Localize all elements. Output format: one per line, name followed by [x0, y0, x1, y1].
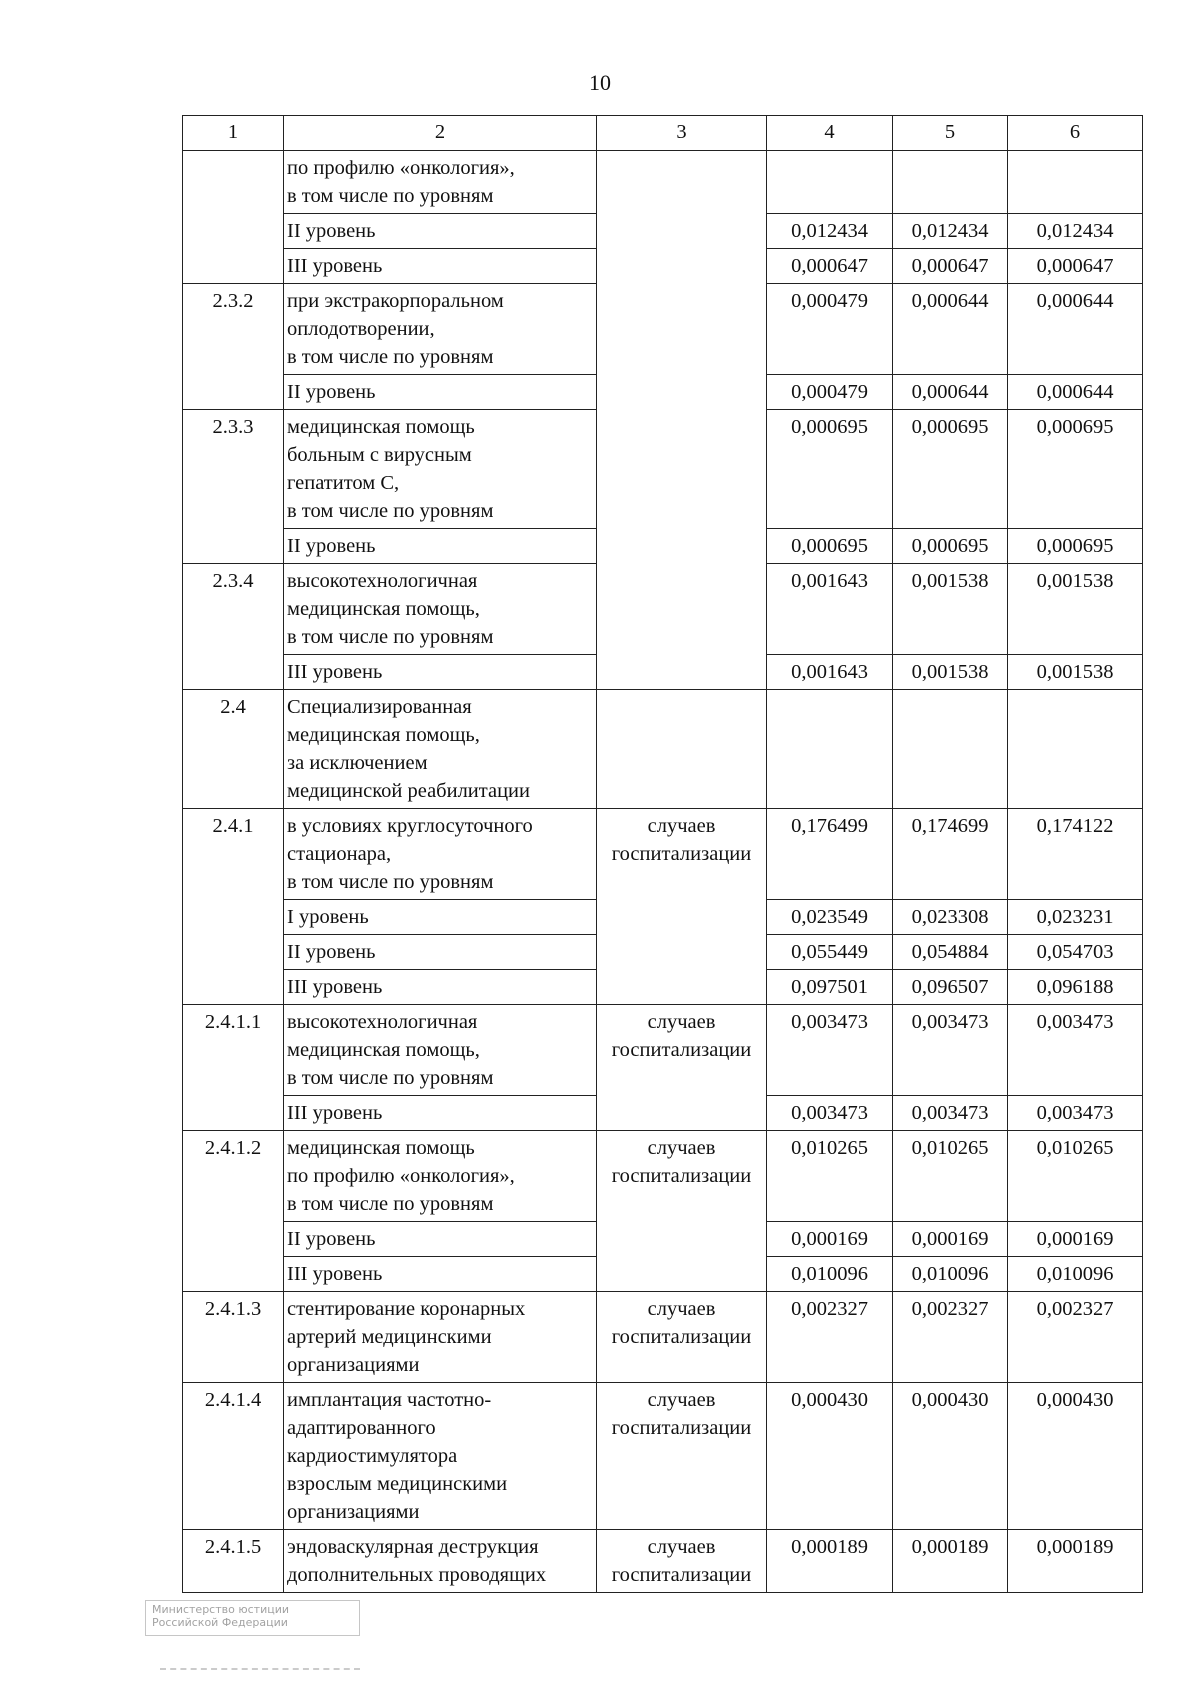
value-col-6: 0,010265 — [1008, 1131, 1143, 1222]
value-col-4: 0,176499 — [767, 809, 893, 900]
row-name: II уровень — [284, 935, 597, 970]
value-col-4: 0,003473 — [767, 1005, 893, 1096]
value-col-5: 0,174699 — [893, 809, 1008, 900]
unit-cell: случаев госпитализации — [597, 1530, 767, 1593]
header-col-5: 5 — [893, 116, 1008, 151]
unit-cell — [597, 151, 767, 690]
value-col-5: 0,003473 — [893, 1005, 1008, 1096]
value-col-5: 0,000647 — [893, 249, 1008, 284]
value-col-6: 0,000695 — [1008, 529, 1143, 564]
value-col-6: 0,000169 — [1008, 1222, 1143, 1257]
row-name: имплантация частотно- адаптированного кардиостимулятора взрослым медицинскими организациями — [284, 1383, 597, 1530]
value-col-5: 0,001538 — [893, 564, 1008, 655]
page-number: 10 — [589, 70, 611, 95]
row-number: 2.4.1 — [183, 809, 284, 1005]
table-row — [183, 151, 1143, 214]
row-number: 2.4 — [183, 690, 284, 809]
value-col-4: 0,010265 — [767, 1131, 893, 1222]
unit-cell: случаев госпитализации — [597, 1383, 767, 1530]
header-col-2: 2 — [284, 116, 597, 151]
value-col-6: 0,000695 — [1008, 410, 1143, 529]
row-name: медицинская помощь больным с вирусным гепатитом С, в том числе по уровням — [284, 410, 597, 529]
value-col-5: 0,003473 — [893, 1096, 1008, 1131]
header-row — [183, 116, 1143, 151]
value-col-5: 0,000169 — [893, 1222, 1008, 1257]
value-col-4: 0,000169 — [767, 1222, 893, 1257]
unit-cell: случаев госпитализации — [597, 1131, 767, 1292]
header-col-6: 6 — [1008, 116, 1143, 151]
value-col-6: 0,003473 — [1008, 1005, 1143, 1096]
value-col-4: 0,097501 — [767, 970, 893, 1005]
value-col-5: 0,012434 — [893, 214, 1008, 249]
row-name: III уровень — [284, 249, 597, 284]
row-name: в условиях круглосуточного стационара, в том числе по уровням — [284, 809, 597, 900]
value-col-4: 0,000189 — [767, 1530, 893, 1593]
value-col-5: 0,001538 — [893, 655, 1008, 690]
table-row — [183, 1383, 1143, 1530]
value-col-6 — [1008, 151, 1143, 214]
value-col-4: 0,002327 — [767, 1292, 893, 1383]
value-col-6: 0,003473 — [1008, 1096, 1143, 1131]
value-col-4: 0,000695 — [767, 410, 893, 529]
value-col-6: 0,054703 — [1008, 935, 1143, 970]
row-name: I уровень — [284, 900, 597, 935]
row-number — [183, 151, 284, 284]
value-col-6: 0,096188 — [1008, 970, 1143, 1005]
row-number: 2.3.2 — [183, 284, 284, 410]
row-number: 2.4.1.1 — [183, 1005, 284, 1131]
row-number: 2.4.1.3 — [183, 1292, 284, 1383]
value-col-5: 0,010265 — [893, 1131, 1008, 1222]
row-name: высокотехнологичная медицинская помощь, в том числе по уровням — [284, 1005, 597, 1096]
row-name: III уровень — [284, 1096, 597, 1131]
value-col-5: 0,096507 — [893, 970, 1008, 1005]
value-col-5: 0,000189 — [893, 1530, 1008, 1593]
row-name: по профилю «онкология», в том числе по уровням — [284, 151, 597, 214]
header-col-4: 4 — [767, 116, 893, 151]
table-row — [183, 1530, 1143, 1593]
row-name: медицинская помощь по профилю «онкология», в том числе по уровням — [284, 1131, 597, 1222]
table-row — [183, 1005, 1143, 1096]
value-col-6: 0,000644 — [1008, 375, 1143, 410]
value-col-6: 0,001538 — [1008, 564, 1143, 655]
row-name: эндоваскулярная деструкция дополнительных проводящих — [284, 1530, 597, 1593]
value-col-5: 0,000430 — [893, 1383, 1008, 1530]
row-number: 2.4.1.4 — [183, 1383, 284, 1530]
value-col-5: 0,023308 — [893, 900, 1008, 935]
value-col-4: 0,000695 — [767, 529, 893, 564]
value-col-6: 0,001538 — [1008, 655, 1143, 690]
unit-cell: случаев госпитализации — [597, 1292, 767, 1383]
value-col-4: 0,000430 — [767, 1383, 893, 1530]
header-col-1: 1 — [183, 116, 284, 151]
value-col-6: 0,023231 — [1008, 900, 1143, 935]
value-col-6: 0,000430 — [1008, 1383, 1143, 1530]
row-number: 2.3.3 — [183, 410, 284, 564]
value-col-4: 0,010096 — [767, 1257, 893, 1292]
value-col-5: 0,000644 — [893, 284, 1008, 375]
value-col-5: 0,002327 — [893, 1292, 1008, 1383]
row-name: III уровень — [284, 655, 597, 690]
value-col-4 — [767, 690, 893, 809]
table-row — [183, 690, 1143, 809]
row-number: 2.3.4 — [183, 564, 284, 690]
row-number: 2.4.1.2 — [183, 1131, 284, 1292]
row-name: II уровень — [284, 375, 597, 410]
table-row — [183, 1292, 1143, 1383]
value-col-6: 0,174122 — [1008, 809, 1143, 900]
row-name: II уровень — [284, 529, 597, 564]
row-name: II уровень — [284, 214, 597, 249]
row-name: III уровень — [284, 970, 597, 1005]
unit-cell: случаев госпитализации — [597, 1005, 767, 1131]
value-col-5: 0,000695 — [893, 529, 1008, 564]
unit-cell: случаев госпитализации — [597, 809, 767, 1005]
value-col-6 — [1008, 690, 1143, 809]
value-col-4: 0,000479 — [767, 375, 893, 410]
value-col-4 — [767, 151, 893, 214]
value-col-6: 0,010096 — [1008, 1257, 1143, 1292]
row-number: 2.4.1.5 — [183, 1530, 284, 1593]
stamp-line-1: Министерство юстиции — [152, 1603, 290, 1616]
value-col-6: 0,000647 — [1008, 249, 1143, 284]
value-col-5: 0,000695 — [893, 410, 1008, 529]
value-col-5 — [893, 690, 1008, 809]
header-col-3: 3 — [597, 116, 767, 151]
row-name: стентирование коронарных артерий медицинскими организациями — [284, 1292, 597, 1383]
value-col-6: 0,000189 — [1008, 1530, 1143, 1593]
row-name: III уровень — [284, 1257, 597, 1292]
row-name: высокотехнологичная медицинская помощь, в том числе по уровням — [284, 564, 597, 655]
value-col-4: 0,055449 — [767, 935, 893, 970]
value-col-6: 0,002327 — [1008, 1292, 1143, 1383]
registration-stamp — [145, 1600, 360, 1636]
value-col-4: 0,001643 — [767, 655, 893, 690]
row-name: Специализированная медицинская помощь, за исключением медицинской реабилитации — [284, 690, 597, 809]
value-col-5 — [893, 151, 1008, 214]
row-name: II уровень — [284, 1222, 597, 1257]
value-col-4: 0,012434 — [767, 214, 893, 249]
value-col-4: 0,023549 — [767, 900, 893, 935]
value-col-4: 0,003473 — [767, 1096, 893, 1131]
table-row — [183, 809, 1143, 900]
value-col-4: 0,001643 — [767, 564, 893, 655]
value-col-5: 0,000644 — [893, 375, 1008, 410]
table-row — [183, 1131, 1143, 1222]
unit-cell — [597, 690, 767, 809]
value-col-5: 0,010096 — [893, 1257, 1008, 1292]
norms-table — [182, 115, 1143, 1593]
stamp-divider — [160, 1668, 360, 1670]
value-col-6: 0,012434 — [1008, 214, 1143, 249]
row-name: при экстракорпоральном оплодотворении, в том числе по уровням — [284, 284, 597, 375]
value-col-4: 0,000479 — [767, 284, 893, 375]
value-col-6: 0,000644 — [1008, 284, 1143, 375]
value-col-4: 0,000647 — [767, 249, 893, 284]
value-col-5: 0,054884 — [893, 935, 1008, 970]
stamp-line-2: Российской Федерации — [152, 1616, 288, 1629]
